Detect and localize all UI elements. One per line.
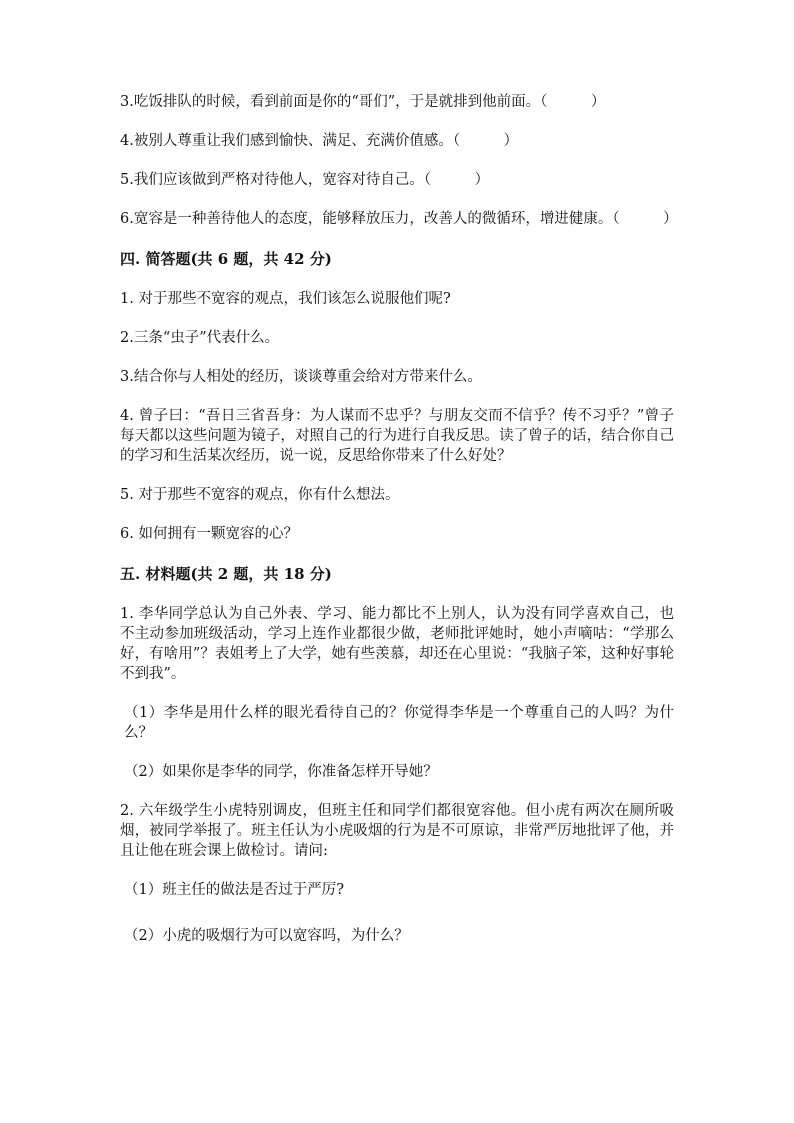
material-1-text: 1. 李华同学总认为自己外表、学习、能力都比不上别人，认为没有同学喜欢自己，也不主动参加班级活动，学习上连作业都很少做，老师批评她时，她小声嘀咕：“学那么好，有啥用”？表姐考上了大学，她有些羡慕，却还在心里说：“我脑子笨，这种好事轮不到我”。 [120,606,674,682]
section-4-title: 四. 简答题(共 6 题，共 42 分) [120,250,332,268]
short-answer-question-2: 2.三条“虫子”代表什么。 [120,330,280,346]
short-answer-question-4: 4. 曾子曰：“吾日三省吾身：为人谋而不忠乎？与朋友交而不信乎？传不习乎？”曾子每天都以这些问题为镜子，对照自己的行为进行自我反思。读了曾子的话，结合你自己的学习和生活某次经历，说一说，反思给你带来了什么好处？ [120,408,674,464]
short-answer-question-6: 6. 如何拥有一颗宽容的心？ [120,526,298,542]
material-1-question-2: （2）如果你是李华的同学，你准备怎样开导她？ [124,764,438,780]
material-2-question-1: （1）班主任的做法是否过于严厉? [124,882,344,898]
judgement-item-4: 4.被别人尊重让我们感到愉快、满足、充满价值感。（ ） [120,133,519,149]
short-answer-question-5: 5. 对于那些不宽容的观点，你有什么想法。 [120,487,400,503]
short-answer-question-1: 1. 对于那些不宽容的观点，我们该怎么说服他们呢? [120,291,451,307]
judgement-item-6: 6.宽容是一种善待他人的态度，能够释放压力，改善人的微循环，增进健康。（ ） [120,211,678,227]
material-2-question-2: （2）小虎的吸烟行为可以宽容吗，为什么？ [124,928,409,944]
material-2-text: 2. 六年级学生小虎特别调皮，但班主任和同学们都很宽容他。但小虎有两次在厕所吸烟，被同学举报了。班主任认为小虎吸烟的行为是不可原谅，非常严厉地批评了他，并且让他在班会课上做检讨。请问: [120,803,674,859]
short-answer-question-3: 3.结合你与人相处的经历，谈谈尊重会给对方带来什么。 [120,369,482,385]
judgement-item-3: 3.吃饭排队的时候，看到前面是你的“哥们”，于是就排到他前面。（ ） [120,94,606,110]
judgement-item-5: 5.我们应该做到严格对待他人，宽容对待自己。（ ） [120,172,490,188]
section-5-title: 五. 材料题(共 2 题，共 18 分) [120,565,332,583]
material-1-question-1: （1）李华是用什么样的眼光看待自己的？你觉得李华是一个尊重自己的人吗？为什么？ [124,705,674,741]
